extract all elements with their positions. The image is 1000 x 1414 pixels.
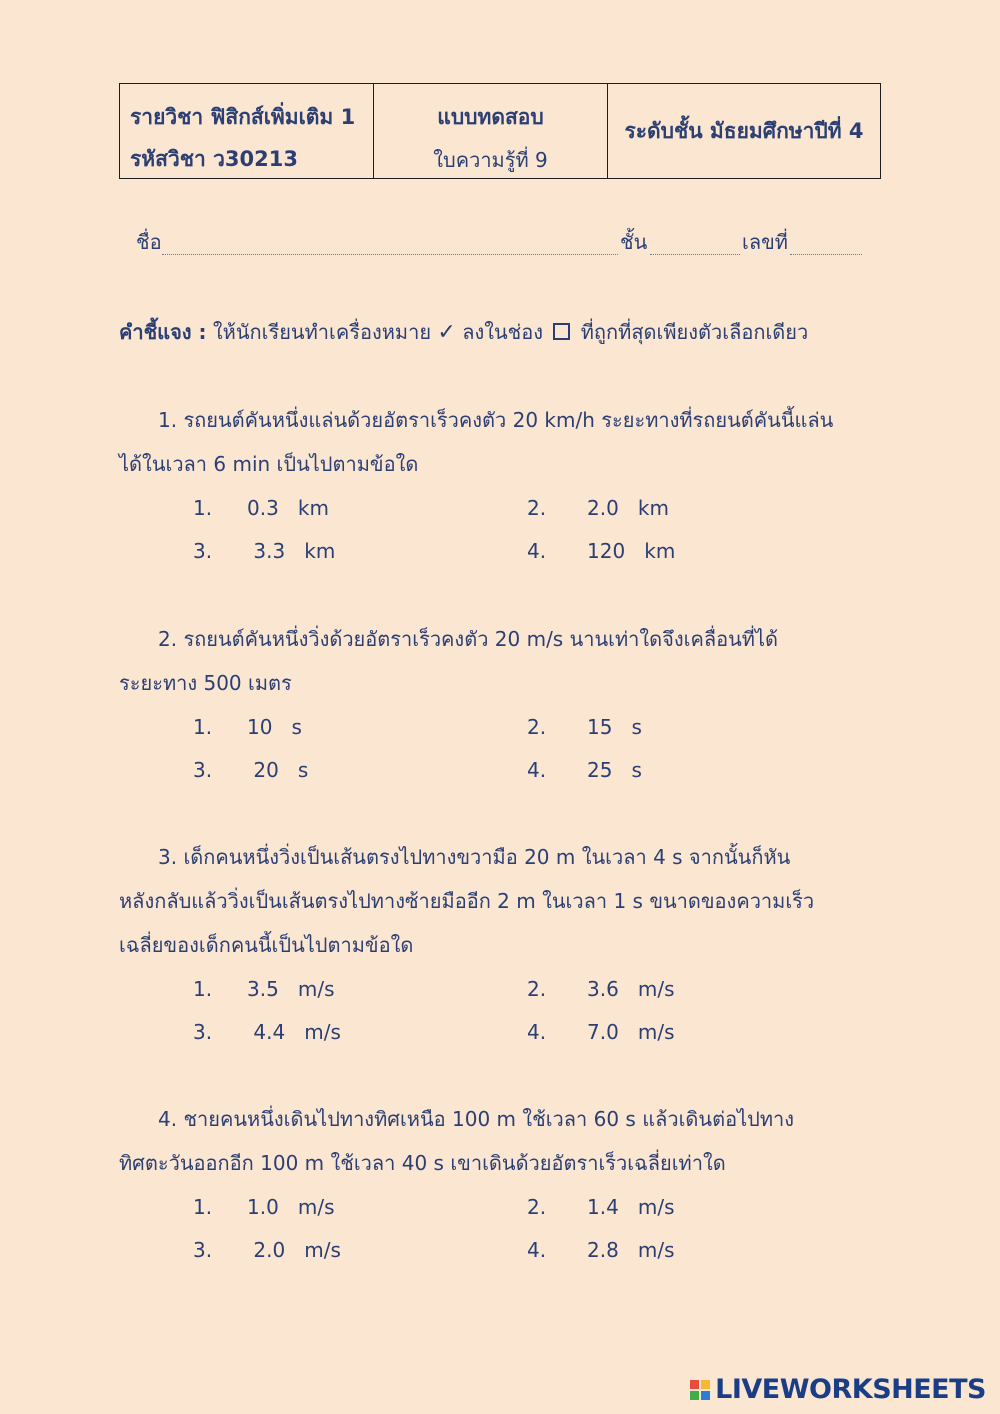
subject-name: รายวิชา ฟิสิกส์เพิ่มเติม 1 — [130, 105, 356, 129]
number-label: เลขที่ — [742, 230, 788, 254]
instructions-text-b: ลงในช่อง — [462, 320, 544, 344]
question-4-option-3[interactable]: 3. 2.0 m/s — [193, 1238, 341, 1262]
logo-square — [701, 1391, 710, 1400]
instructions-text-a: ให้นักเรียนทำเครื่องหมาย — [212, 320, 432, 344]
checkmark-icon: ✓ — [437, 320, 456, 345]
test-title: แบบทดสอบ — [437, 105, 544, 129]
liveworksheets-logo — [690, 1374, 986, 1405]
name-label: ชื่อ — [136, 230, 162, 254]
question-2-option-1[interactable]: 1. 10 s — [193, 715, 302, 739]
class-field[interactable] — [650, 254, 740, 255]
logo-grid-icon — [690, 1380, 710, 1400]
question-4-option-4[interactable]: 4. 2.8 m/s — [527, 1238, 675, 1262]
logo-square — [701, 1380, 710, 1389]
class-label: ชั้น — [620, 230, 648, 254]
grade-level: ระดับชั้น มัธยมศึกษาปีที่ 4 — [624, 119, 864, 143]
question-2-option-3[interactable]: 3. 20 s — [193, 758, 309, 782]
brand-name: LIVEWORKSHEETS — [715, 1374, 986, 1405]
instructions-label: คำชี้แจง : — [119, 320, 207, 344]
number-field[interactable] — [790, 254, 862, 255]
header-table — [119, 83, 881, 179]
question-1-option-2[interactable]: 2. 2.0 km — [527, 496, 669, 520]
instructions-text-c: ที่ถูกที่สุดเพียงตัวเลือกเดียว — [580, 320, 809, 344]
question-4-line-1: 4. ชายคนหนึ่งเดินไปทางทิศเหนือ 100 m ใช้เวลา 60 s แล้วเดินต่อไปทาง — [158, 1107, 795, 1131]
header-title-cell — [374, 84, 608, 178]
question-4-option-1[interactable]: 1. 1.0 m/s — [193, 1195, 335, 1219]
sheet-number: ใบความรู้ที่ 9 — [433, 148, 548, 172]
question-1-option-1[interactable]: 1. 0.3 km — [193, 496, 329, 520]
question-1-line-1: 1. รถยนต์คันหนึ่งแล่นด้วยอัตราเร็วคงตัว 20 km/h ระยะทางที่รถยนต์คันนี้แล่น — [158, 408, 834, 432]
question-4-line-2: ทิศตะวันออกอีก 100 m ใช้เวลา 40 s เขาเดินด้วยอัตราเร็วเฉลี่ยเท่าใด — [119, 1151, 726, 1175]
question-1-line-2: ได้ในเวลา 6 min เป็นไปตามข้อใด — [119, 452, 419, 476]
question-3-option-1[interactable]: 1. 3.5 m/s — [193, 977, 335, 1001]
instructions — [119, 314, 808, 351]
question-4-option-2[interactable]: 2. 1.4 m/s — [527, 1195, 675, 1219]
question-3-line-2: หลังกลับแล้ววิ่งเป็นเส้นตรงไปทางซ้ายมืออีก 2 m ในเวลา 1 s ขนาดของความเร็ว — [119, 889, 815, 913]
logo-square — [690, 1391, 699, 1400]
question-3-option-3[interactable]: 3. 4.4 m/s — [193, 1020, 341, 1044]
question-2-line-2: ระยะทาง 500 เมตร — [119, 671, 292, 695]
header-subject-cell — [120, 84, 374, 178]
header-level-cell — [608, 84, 880, 178]
question-3-option-4[interactable]: 4. 7.0 m/s — [527, 1020, 675, 1044]
question-3-line-1: 3. เด็กคนหนึ่งวิ่งเป็นเส้นตรงไปทางขวามือ 20 m ในเวลา 4 s จากนั้นก็หัน — [158, 845, 791, 869]
question-1-option-3[interactable]: 3. 3.3 km — [193, 539, 336, 563]
question-2-line-1: 2. รถยนต์คันหนึ่งวิ่งด้วยอัตราเร็วคงตัว 20 m/s นานเท่าใดจึงเคลื่อนที่ได้ — [158, 627, 779, 651]
question-1-option-4[interactable]: 4. 120 km — [527, 539, 676, 563]
checkbox-icon — [553, 323, 570, 340]
question-2-option-4[interactable]: 4. 25 s — [527, 758, 642, 782]
question-2-option-2[interactable]: 2. 15 s — [527, 715, 642, 739]
subject-code: รหัสวิชา ว30213 — [130, 147, 298, 171]
question-3-line-3: เฉลี่ยของเด็กคนนี้เป็นไปตามข้อใด — [119, 933, 414, 957]
logo-square — [690, 1380, 699, 1389]
question-3-option-2[interactable]: 2. 3.6 m/s — [527, 977, 675, 1001]
name-field[interactable] — [162, 254, 618, 255]
